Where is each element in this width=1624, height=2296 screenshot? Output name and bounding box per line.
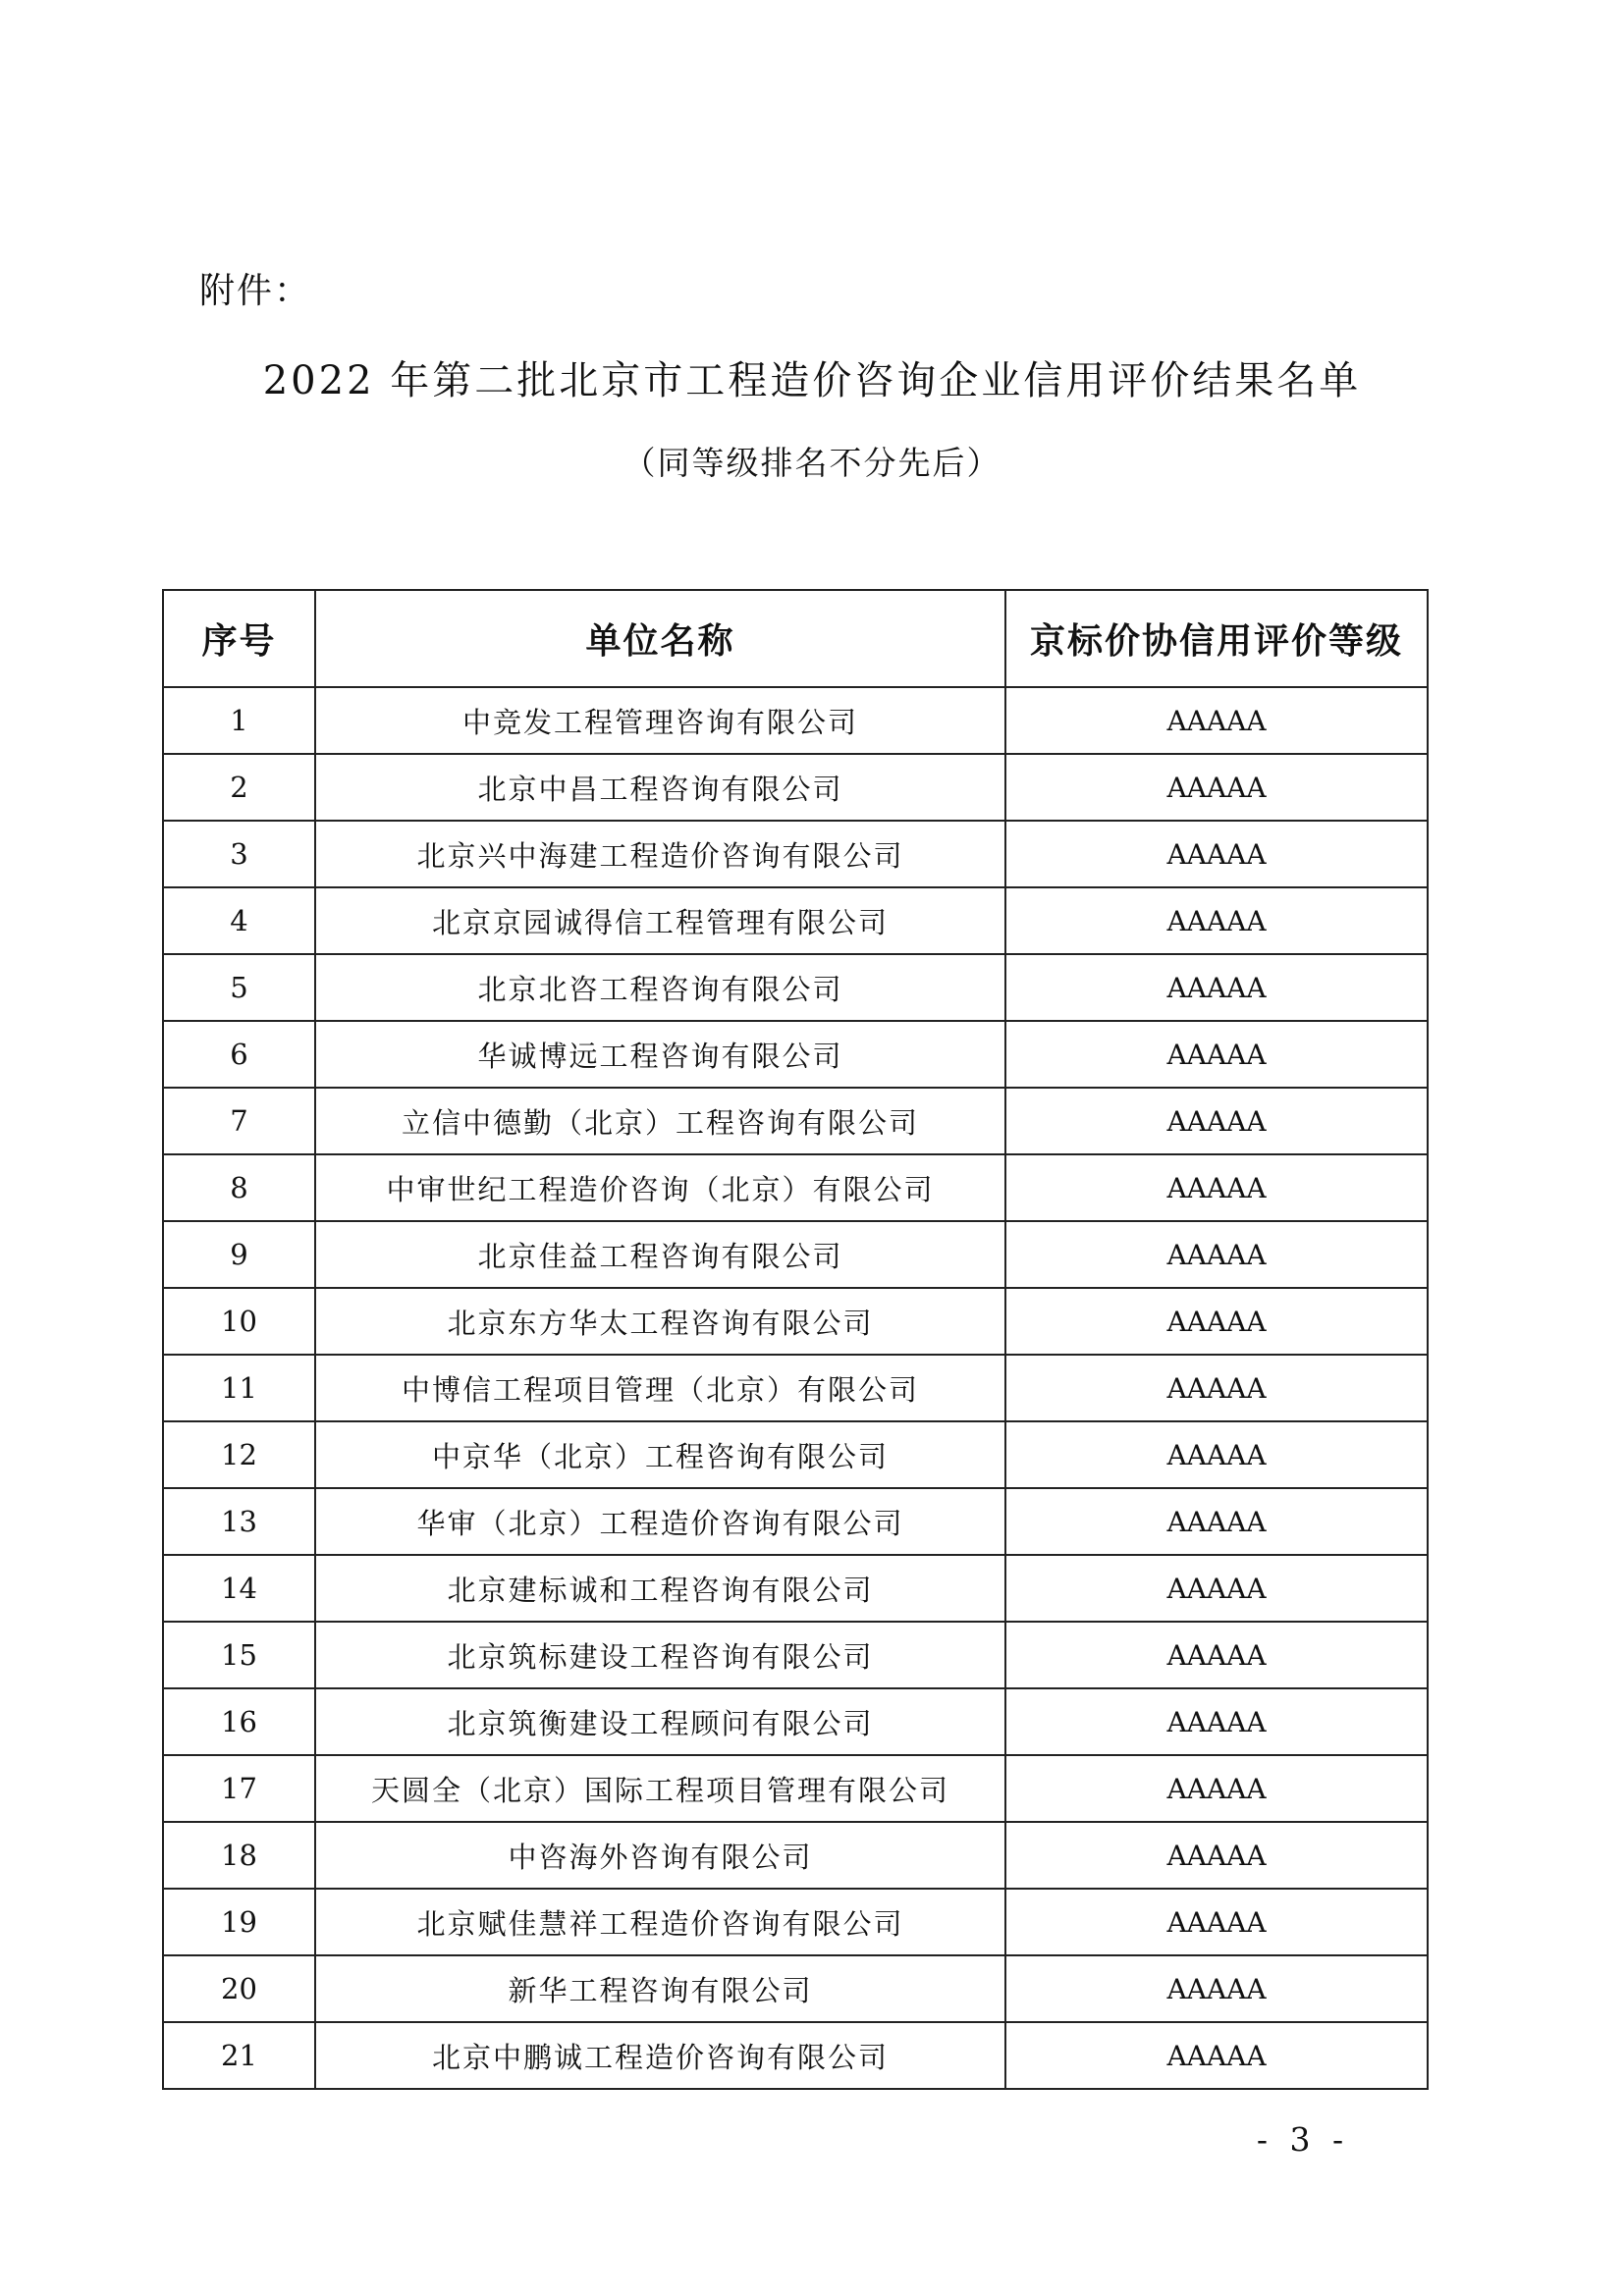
row-company-name: 北京北咨工程咨询有限公司 <box>315 954 1005 1021</box>
header-credit-grade: 京标价协信用评价等级 <box>1005 590 1428 687</box>
document-subtitle: （同等级排名不分先后） <box>623 444 1001 482</box>
header-company-name: 单位名称 <box>315 590 1005 687</box>
table-row <box>163 1755 1428 1822</box>
row-serial-number: 9 <box>163 1221 315 1288</box>
row-company-name: 天圆全（北京）国际工程项目管理有限公司 <box>315 1755 1005 1822</box>
row-company-name: 中咨海外咨询有限公司 <box>315 1822 1005 1889</box>
row-credit-grade: AAAAA <box>1005 1622 1428 1688</box>
row-credit-grade: AAAAA <box>1005 1154 1428 1221</box>
row-credit-grade: AAAAA <box>1005 1955 1428 2022</box>
row-serial-number: 15 <box>163 1622 315 1688</box>
row-company-name: 北京中昌工程咨询有限公司 <box>315 754 1005 821</box>
row-credit-grade: AAAAA <box>1005 1889 1428 1955</box>
table-row <box>163 1221 1428 1288</box>
document-title: 2022 年第二批北京市工程造价咨询企业信用评价结果名单 <box>262 358 1362 403</box>
row-serial-number: 21 <box>163 2022 315 2089</box>
table-row <box>163 887 1428 954</box>
row-serial-number: 16 <box>163 1688 315 1755</box>
row-credit-grade: AAAAA <box>1005 754 1428 821</box>
row-credit-grade: AAAAA <box>1005 1355 1428 1421</box>
row-credit-grade: AAAAA <box>1005 821 1428 887</box>
row-credit-grade: AAAAA <box>1005 1221 1428 1288</box>
row-company-name: 华诚博远工程咨询有限公司 <box>315 1021 1005 1088</box>
table-row <box>163 954 1428 1021</box>
row-credit-grade: AAAAA <box>1005 1421 1428 1488</box>
row-company-name: 北京佳益工程咨询有限公司 <box>315 1221 1005 1288</box>
row-serial-number: 2 <box>163 754 315 821</box>
row-serial-number: 8 <box>163 1154 315 1221</box>
row-company-name: 北京兴中海建工程造价咨询有限公司 <box>315 821 1005 887</box>
attachment-label: 附件： <box>199 271 312 311</box>
row-company-name: 北京筑标建设工程咨询有限公司 <box>315 1622 1005 1688</box>
row-company-name: 新华工程咨询有限公司 <box>315 1955 1005 2022</box>
row-credit-grade: AAAAA <box>1005 1688 1428 1755</box>
row-credit-grade: AAAAA <box>1005 1755 1428 1822</box>
row-serial-number: 19 <box>163 1889 315 1955</box>
row-company-name: 北京东方华太工程咨询有限公司 <box>315 1288 1005 1355</box>
table-row <box>163 1421 1428 1488</box>
row-serial-number: 14 <box>163 1555 315 1622</box>
credit-rating-table <box>162 589 1429 2090</box>
row-serial-number: 4 <box>163 887 315 954</box>
row-serial-number: 11 <box>163 1355 315 1421</box>
page-number: - 3 - <box>1256 2120 1350 2159</box>
row-company-name: 中审世纪工程造价咨询（北京）有限公司 <box>315 1154 1005 1221</box>
row-company-name: 北京中鹏诚工程造价咨询有限公司 <box>315 2022 1005 2089</box>
row-serial-number: 5 <box>163 954 315 1021</box>
row-serial-number: 18 <box>163 1822 315 1889</box>
table-row <box>163 754 1428 821</box>
row-company-name: 中博信工程项目管理（北京）有限公司 <box>315 1355 1005 1421</box>
table-row <box>163 1955 1428 2022</box>
row-serial-number: 20 <box>163 1955 315 2022</box>
row-serial-number: 10 <box>163 1288 315 1355</box>
row-company-name: 中竞发工程管理咨询有限公司 <box>315 687 1005 754</box>
row-credit-grade: AAAAA <box>1005 1288 1428 1355</box>
row-company-name: 立信中德勤（北京）工程咨询有限公司 <box>315 1088 1005 1154</box>
table-row <box>163 1288 1428 1355</box>
row-serial-number: 3 <box>163 821 315 887</box>
table-row <box>163 1622 1428 1688</box>
table-row <box>163 687 1428 754</box>
table-row <box>163 1555 1428 1622</box>
table-row <box>163 2022 1428 2089</box>
table-row <box>163 1021 1428 1088</box>
row-company-name: 北京筑衡建设工程顾问有限公司 <box>315 1688 1005 1755</box>
table-row <box>163 821 1428 887</box>
row-credit-grade: AAAAA <box>1005 887 1428 954</box>
table-row <box>163 1889 1428 1955</box>
table-body <box>163 687 1428 2089</box>
row-company-name: 中京华（北京）工程咨询有限公司 <box>315 1421 1005 1488</box>
row-credit-grade: AAAAA <box>1005 1555 1428 1622</box>
table-row <box>163 1154 1428 1221</box>
row-credit-grade: AAAAA <box>1005 1488 1428 1555</box>
row-credit-grade: AAAAA <box>1005 1021 1428 1088</box>
table-row <box>163 1488 1428 1555</box>
row-serial-number: 7 <box>163 1088 315 1154</box>
row-credit-grade: AAAAA <box>1005 1088 1428 1154</box>
table-header-row <box>163 590 1428 687</box>
row-credit-grade: AAAAA <box>1005 954 1428 1021</box>
table-row <box>163 1822 1428 1889</box>
table-row <box>163 1088 1428 1154</box>
table-row <box>163 1355 1428 1421</box>
row-serial-number: 12 <box>163 1421 315 1488</box>
row-company-name: 北京建标诚和工程咨询有限公司 <box>315 1555 1005 1622</box>
row-credit-grade: AAAAA <box>1005 2022 1428 2089</box>
row-company-name: 华审（北京）工程造价咨询有限公司 <box>315 1488 1005 1555</box>
table-row <box>163 1688 1428 1755</box>
row-company-name: 北京赋佳慧祥工程造价咨询有限公司 <box>315 1889 1005 1955</box>
table-header <box>163 590 1428 687</box>
row-serial-number: 1 <box>163 687 315 754</box>
row-company-name: 北京京园诚得信工程管理有限公司 <box>315 887 1005 954</box>
row-credit-grade: AAAAA <box>1005 1822 1428 1889</box>
row-credit-grade: AAAAA <box>1005 687 1428 754</box>
row-serial-number: 13 <box>163 1488 315 1555</box>
row-serial-number: 6 <box>163 1021 315 1088</box>
row-serial-number: 17 <box>163 1755 315 1822</box>
header-serial-number: 序号 <box>163 590 315 687</box>
